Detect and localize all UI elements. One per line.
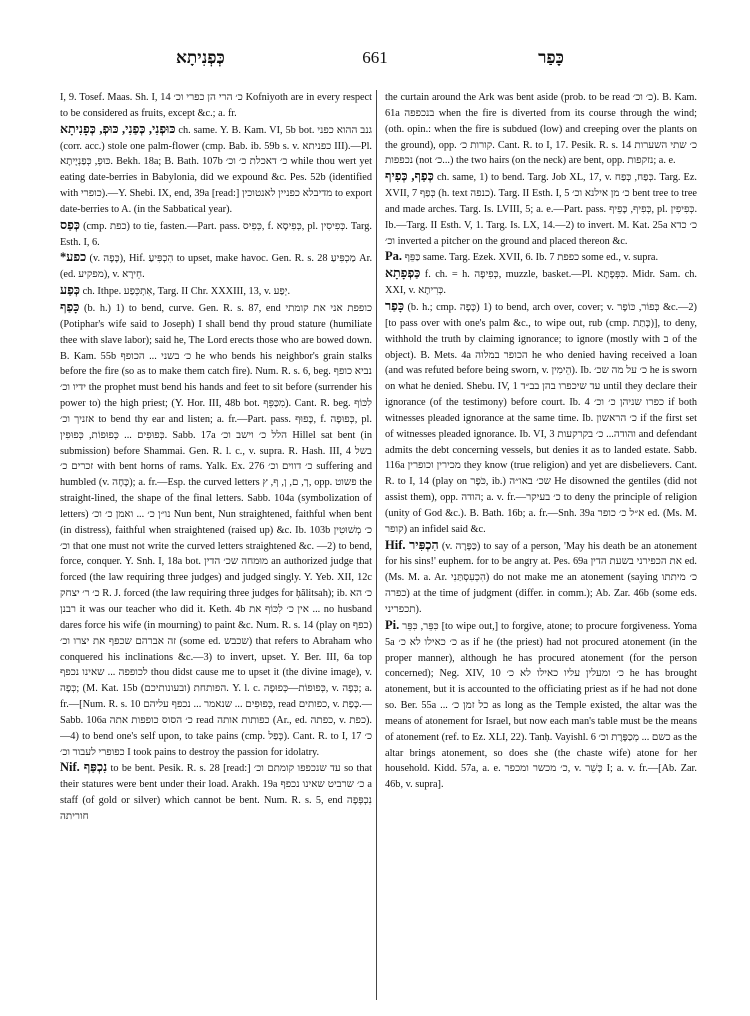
column-divider bbox=[376, 90, 377, 1000]
entry-text: ch. Ithpe. אִתְכְּפַע, Targ. II Chr. XXXIII, 13, v. יְפַע. bbox=[82, 286, 291, 298]
entry-text: כִּפֵּר, כִּפֵּר [to wipe out,] to forgive, atone; to procure forgiveness. Yoma 5a כ׳ כאילו לא כ׳ as if he (the priest) had not procured atonement (in the proper manner), although he has procured atonement (for the person concerned); Neg. XIV, 10 כ׳ ומעלין עליו כאילו לא כ׳ he has brought atonement, but it is accounted to the officiating priest as if he had not done so. Ber. 55a ... כל זמן כ׳ as long as the Temple existed, the altar was the means of atonement for Israel, but now each man's table must be the means of atonement (ref. to Ez. XLI, 22). Tanḥ. Vayishl. 6 כשם ... מְכַפֶּרֶת וכ׳ as the altar brings atonement, so does she (the chaste wife) atone for her household. Kidd. 57a, a. e. כ׳ מכשר ומכפר, v. כָּשֵׁר I; a. v. fr.—[Ab. Zar. 46b, v. supra]. bbox=[385, 620, 697, 791]
entry-headword: Pa. bbox=[385, 249, 403, 264]
dictionary-entry bbox=[385, 538, 697, 618]
dictionary-entry bbox=[60, 760, 372, 824]
entry-text: the curtain around the Ark was bent aside (prob. to be read כ׳ וכ׳). B. Kam. 61a בנכפפה when the fire is diverted from its course through the wind; (oth. opin.: when the fire is subdued (low) and creeping over the plants on the ground), opp. קורות כ׳. Cant. R. to I, 17. Pesik. R. s. 14 כ׳ שתי השערות נכפפות (not כ׳...) the two hairs (on the neck) are bent, opp. נזקפות; a. e. bbox=[385, 92, 697, 167]
page-header bbox=[40, 48, 710, 72]
entry-text: ch. same, 1) to bend. Targ. Job XL, 17, v. כְּפַח, כְּפַח. Targ. Ez. XVII, 7 כְּפַף (h. text כנפה). Targ. II Esth. I, 5 כ׳ מן אילנא וכ׳ bent tree to tree and made arches. Targ. Is. LVIII, 5; a. e.—Part. pass. כְּפִיף, כָּפֵיף, pl. כְּפִיפִין. Ib.—Targ. II Esth. V, 1. Targ. Is. LX, 14.—2) to invert. M. Kat. 25a כ׳ כדא וכ׳ inverted a pitcher on the ground and placed thereon &c. bbox=[385, 172, 697, 247]
entry-text: (v. כָּפָה), Hif. הִכְפִּיעַ to upset, make havoc. Gen. R. s. 28 מַכְפִּיעַ Ar. (ed. מפקיע), v. חֵירָא. bbox=[60, 253, 372, 281]
entry-headword: Pi. bbox=[385, 617, 400, 632]
header-right-catchword: כָּפַר bbox=[538, 48, 564, 67]
entry-text: (v. כַּפָּרָה) to say of a person, 'May his death be an atonement for his sins!' euphem. for to be angry at. Pes. 69a את הכפירני בשעת הדין ed. (Ms. M. a. Ar. הִכְעִסְתַּנִי) do not make me an atonement (saying כ׳ מיתתו כפרה) at the time of judgment (differ. in comm.); Ab. Zar. 46b (some eds. תכפריני). bbox=[385, 540, 697, 615]
right-column bbox=[385, 90, 697, 1002]
header-left-catchword: כְּפְנִיתָא bbox=[176, 48, 225, 67]
dictionary-entry bbox=[60, 300, 372, 760]
dictionary-entry bbox=[385, 299, 697, 538]
continuation-text bbox=[385, 90, 697, 169]
entry-headword: *כפע bbox=[60, 250, 87, 265]
dictionary-entry bbox=[385, 266, 697, 299]
entry-text: כַּפֵּף same. Targ. Ezek. XVII, 6. Ib. 7 כפפת some ed., v. supra. bbox=[404, 252, 659, 264]
dictionary-entry bbox=[60, 218, 372, 251]
entry-text: ch. same. Y. B. Kam. VI, 5b bot. גנב ההוא כפני (corr. acc.) stole one palm-flower (cmp. Bab. ib. 59b s. v. כפניתא III).—Pl. כּוּפְ, כְּפַנְיָיתָא. Bekh. 18a; B. Bath. 107b כ׳ דאכלת כ׳ וכ׳ while thou wert yet eating date-berries in Babylonia, did we expound &c. Pes. 52b (identified with כופרי).—Y. Shebi. IX, end, 39a [read:] מדיבלא כפניין לאנטוכין to export date-berries to A. (in the Sabbatical year). bbox=[60, 124, 372, 215]
dictionary-entry bbox=[60, 283, 372, 300]
entry-text: I, 9. Tosef. Maas. Sh. I, 14 כ׳ הרי הן כפרי וכ׳ Kofniyoth are in every respect to be considered as fruits, except &c.; a. fr. bbox=[60, 92, 372, 119]
entry-headword: כּוּפְנִי, כְּפַנִי, כּוּפְ, כְּפָנִיתָא bbox=[60, 121, 176, 136]
entry-headword: כְּפַס bbox=[60, 217, 81, 232]
dictionary-entry bbox=[385, 249, 697, 266]
entry-headword: כְּפַף, כְּפִיף bbox=[385, 169, 434, 184]
entry-headword: כַּפְפָתָא bbox=[385, 266, 421, 281]
entry-text: (b. h.; cmp. כָּפָה) 1) to bend, arch over, cover; v. כְּפוֹר, כּוֹפֶר &c.—2) [to pass over with one's palm &c., to wipe out, rub (cmp. כָּתַת)], to deny, withhold the truth by claiming ignorance; to ignore (mostly with ב of the object). B. Mets. 4a הכופר במלוה he who denied having received a loan (and was refuted before being sworn, v. הֵימִין). Ib. כ׳ על מה שכ׳ he is sworn on what he denied. Shebu. IV, 1 עד שיכפרו בהן בב״ד until they declare their ignorance (of the testimony) before court. Ib. 4 כפרו שניהן כ׳ וכ׳ if both witnesses pleaded ignorance at the same time. Ib. כ׳ הראשון if the first set of witnesses pleaded ignorance. Ib. VI, 3 והודה... כ׳ בקרקעות and defendant admits the debt concerning vessels, but denies it as to landed estate. Sabb. 116a מכירין וכופרין they know (true religion) and yet are disbelievers. Cant. R. to I, 14 (play on כֹּפֶר, ib.) שכ׳ באו״ה He disowned the gentiles (did not assist them), opp. הודה; a. v. fr.—כ׳ בעיקר to deny the principle of religion (unity of God &c.). B. Bath. 16b; a. fr.—Snh. 39a א״ל כ׳ כופר ed. (Ms. M. קופר) an infidel said &c. bbox=[385, 301, 697, 535]
dictionary-entry bbox=[60, 122, 372, 218]
dictionary-entry bbox=[385, 169, 697, 249]
page-number: 661 bbox=[362, 48, 388, 67]
entry-headword: כָּפַר bbox=[385, 298, 405, 313]
entry-text: to be bent. Pesik. R. s. 28 [read:] עד שנכפפו קומתם וכ׳ so that their statures were bent under their load. Arakh. 19a כ׳ שרביט שאינו נכפף a staff (of gold or silver) which cannot be bent. Num. R. s. 5, end נִכְפְּפָה חוריתה bbox=[60, 763, 372, 822]
entry-headword: כָּפַף bbox=[60, 299, 80, 314]
entry-headword: Hif. הִכְפִּיר bbox=[385, 537, 439, 552]
entry-text: f. ch. = h. כְּפִיפָה, muzzle, basket.—Pl. כִּפְּפָתָא. Midr. Sam. ch. XXI, v. כְּרִיתָא. bbox=[385, 269, 697, 297]
left-column bbox=[60, 90, 372, 1002]
dictionary-entry bbox=[385, 618, 697, 793]
entry-headword: כְּפַע bbox=[60, 283, 80, 298]
continuation-text bbox=[60, 90, 372, 122]
entry-text: (cmp. כפת) to tie, fasten.—Part. pass. כְּפִיס, f. כְּפִיסָא, pl. כְּפִיסִין. Targ. Esth. I, 6. bbox=[60, 220, 372, 248]
entry-headword: Nif. נִכְפַּף bbox=[60, 760, 108, 775]
dictionary-entry bbox=[60, 250, 372, 283]
entry-text: (b. h.) 1) to bend, curve. Gen. R. s. 87, end כופפת אני את קומתי (Potiphar's wife said to Joseph) I shall bend thy proud stature (humiliate thee with slave labor); said he, The Lord erects those who are bowed down. B. Kam. 55b כ׳ בשני ... הכופף he who bends his neighbor's grain stalks before the fire (so as to make them catch fire). Num. R. s. 6, beg. נביא כופף ידיו וכ׳ the prophet must bend his hands and feet to sit before (surrender his power to) the high priest; (Y. Hor. III, 48b bot. מִכַּפֵּף). Cant. R. beg. לִכּוֹף אזניך וכ׳ to bend thy ear and listen; a. fr.—Part. pass. כָּפוּף, f. כְּפוּפָה, pl. כְּפוּפִים ... כְּפוּפוֹת, כְּפוּפִין. Sabb. 17a הלל כ׳ וישב וכ׳ Hillel sat bent (in submission) before Shammai. Gen. R. l. c., v. supra. R. Hash. III, 4 בשל זכרים כ׳ with bent horns of rams. Yalk. Ex. 276 כ׳ דווים וכ׳ suffering and humbled (v. כָּחָה); a. fr.—Esp. the curved letters ך, ם, ן, ף, ץ, opp. פשוט the straight-lined, the shape of the final letters. Sabb. 104a (symbolization of letters) נו״ן כ׳ ... ואמן כ׳ וכ׳ Nun bent, Nun straightened, faithful when bent (in distress), faithful when straightened (raised up) &c. Ib. 103b כ׳ מְשׁוּטִין וכ׳ that one must not write the curved letters straightened &c. —2) to bend, force, conquer. Y. Snh. I, 18a bot. מוּמחה שכ׳ הדין an authorized judge that forced (the law requiring three judges) and judged singly. Y. Yeb. XII, 12c כ׳ ר׳ יצחק R. J. forced (the law requiring three judges for ḥălitsah); ib. כ׳ הא רבנן it was our teacher who did it. Keth. 4b אין כ׳ לִכּוֹף את ... no husband dares force his wife (in mourning) to paint &c. Num. R. s. 14 (play on כפף) זה אברהם שכפף את יצרו וכ׳ (some ed. שכבש) that refers to Abraham who conquered his inclinations &c.—3) to invert, upset. Y. Ber. III, 6a top לכופפה ... שאינו נכפף thou didst cause me to upset it (the divine image), v. כְּפָה; (M. Kat. 15b הפותחת (ובעונותיכם). Y. l. c. כְּפוּפוֹת—כְּפוּפָה, v. כְּפָה; a. fr.—[Num. R. s. 10 כְּפוּפִים ... שנאמר ... נכפף עליהם, read כפותים, v. כָּפַת.—Sabb. 106a כ׳ הסוס כופפות אתה read כפותות אותה (Ar., ed. כפתה, v. כפת).—4) to bend one's self upon, to take pains (cmp. כָּפַל). Cant. R. to I, 17 כ׳ כפופרי לעבור וכ׳ I took pains to destroy the passion for idolatry. bbox=[60, 302, 372, 758]
